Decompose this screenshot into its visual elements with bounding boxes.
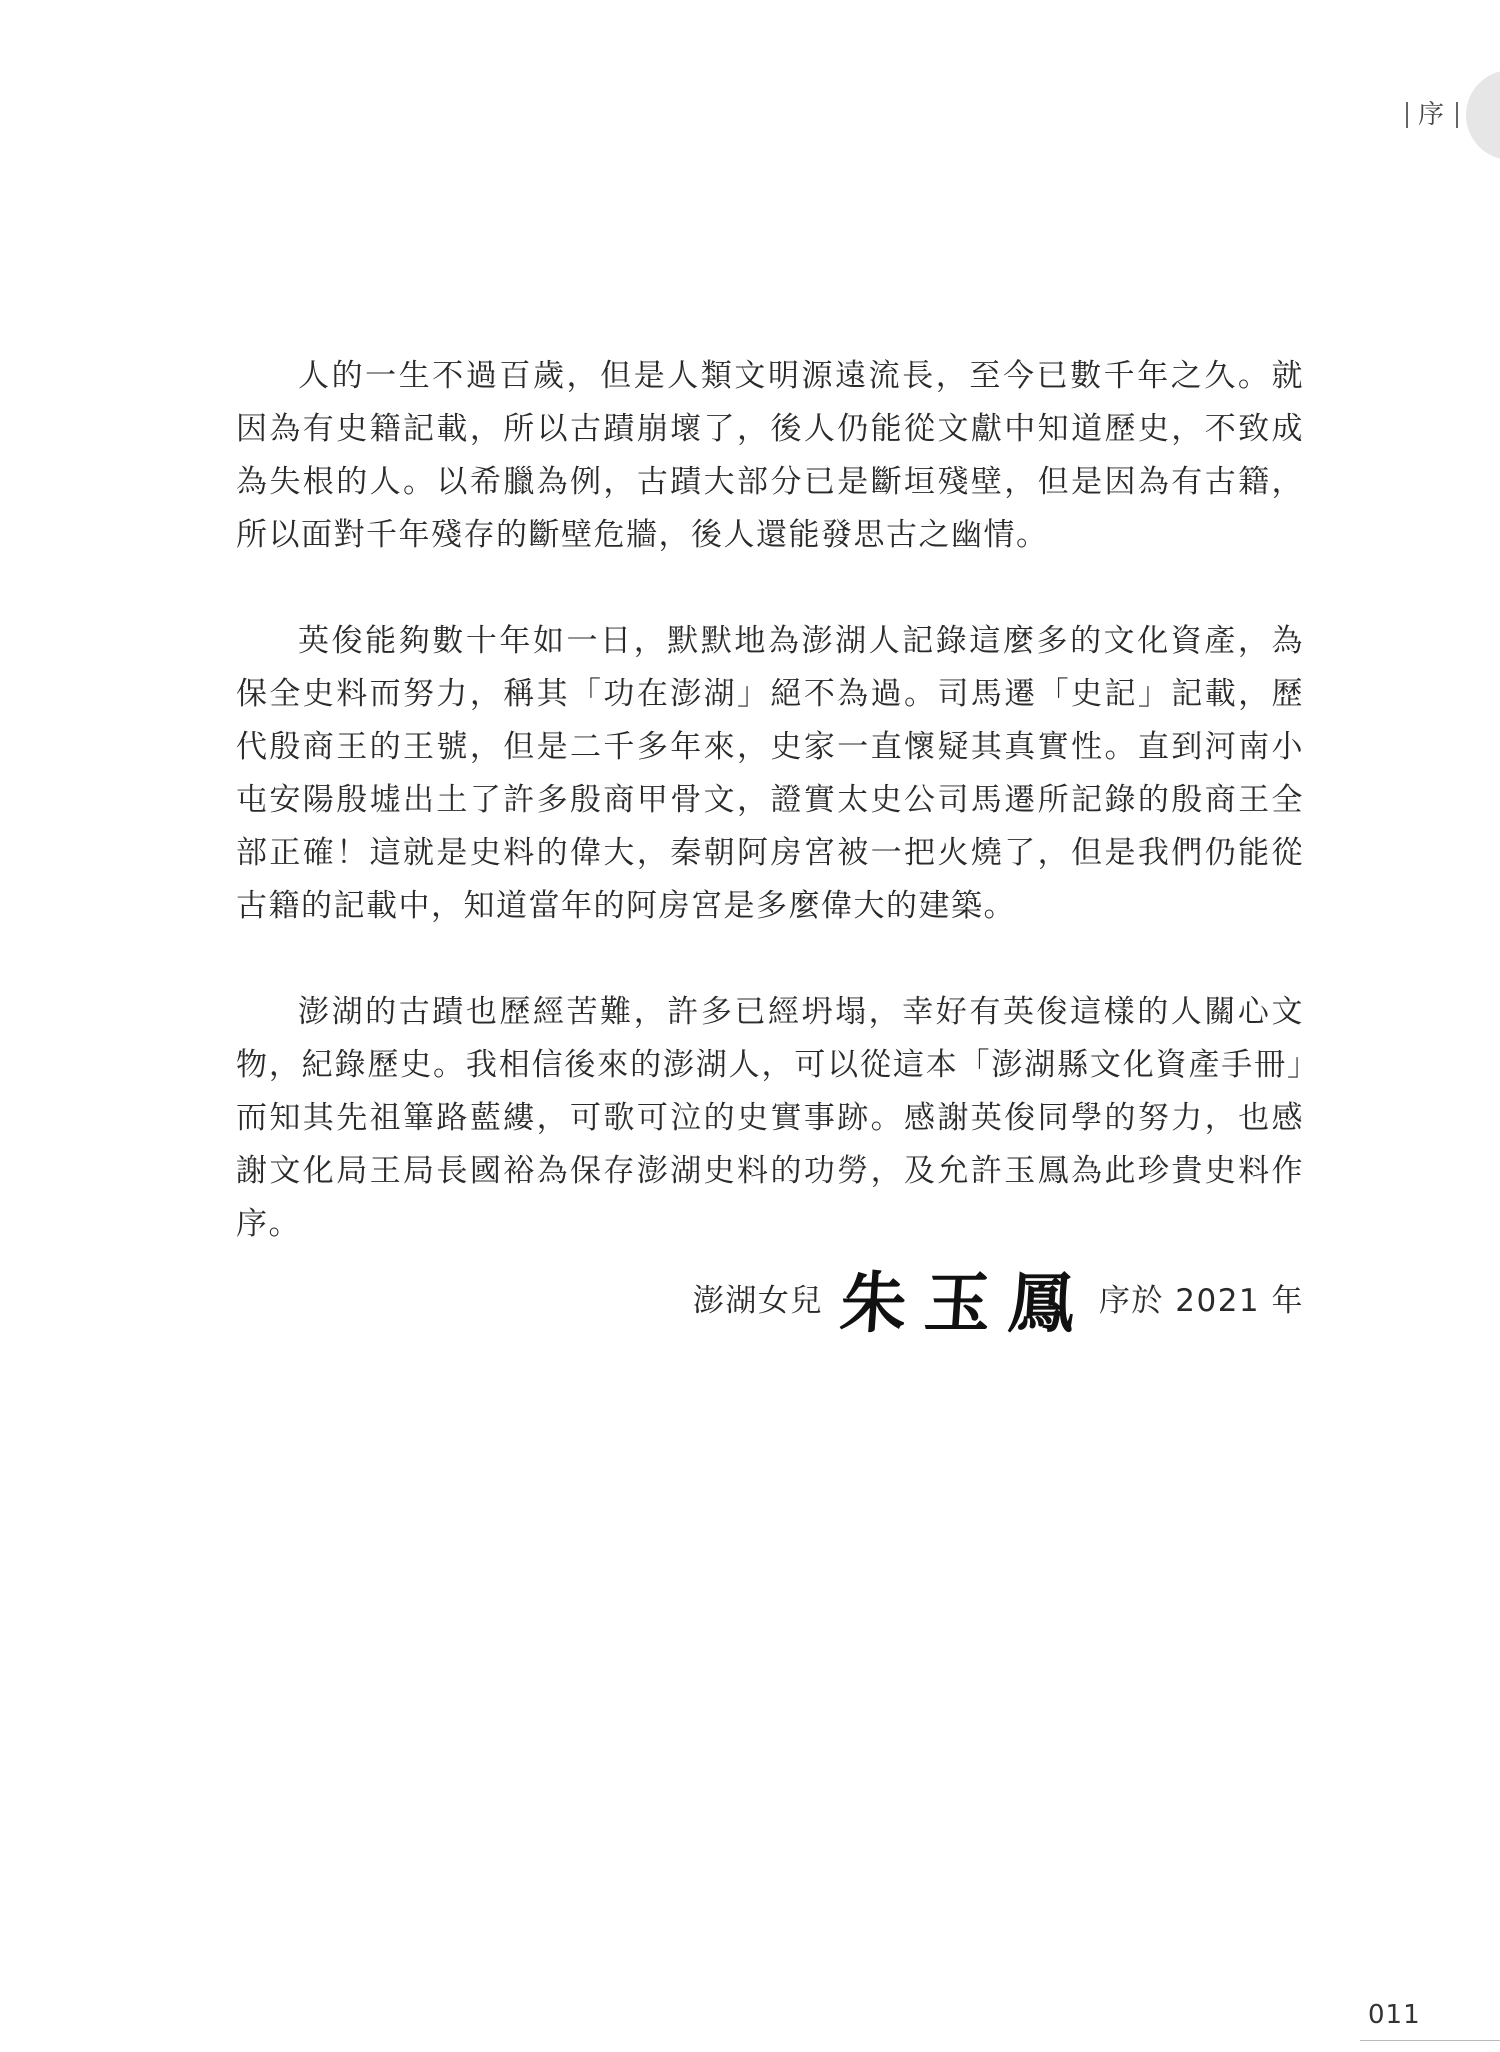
page-number: 011 bbox=[1368, 2000, 1421, 2030]
divider bbox=[1406, 102, 1408, 128]
paragraph: 澎湖的古蹟也歷經苦難，許多已經坍塌，幸好有英俊這樣的人關心文物，紀錄歷史。我相信後來的澎湖人，可以從這本「澎湖縣文化資產手冊」而知其先祖篳路藍縷，可歌可泣的史實事跡。感謝英俊同學的努力，也感謝文化局王局長國裕為保存澎湖史料的功勞，及允許玉鳳為此珍貴史料作序。 bbox=[236, 994, 1304, 1242]
paragraph: 英俊能夠數十年如一日，默默地為澎湖人記錄這麼多的文化資產，為保全史料而努力，稱其「功在澎湖」絕不為過。司馬遷「史記」記載，歷代殷商王的王號，但是二千多年來，史家一直懷疑其真實性。直到河南小屯安陽殷墟出土了許多殷商甲骨文，證實太史公司馬遷所記錄的殷商王全部正確！這就是史料的偉大，秦朝阿房宮被一把火燒了，但是我們仍能從古籍的記載中，知道當年的阿房宮是多麼偉大的建築。 bbox=[236, 623, 1304, 924]
signature-prefix: 澎湖女兒 bbox=[692, 1283, 823, 1319]
handwritten-signature: 朱玉鳳 bbox=[837, 1264, 1096, 1342]
paragraph: 人的一生不過百歲，但是人類文明源遠流長，至今已數千年之久。就因為有史籍記載，所以古蹟崩壞了，後人仍能從文獻中知道歷史，不致成為失根的人。以希臘為例，古蹟大部分已是斷垣殘壁，但是因為有古籍，所以面對千年殘存的斷壁危牆，後人還能發思古之幽情。 bbox=[236, 358, 1304, 553]
preface-body bbox=[236, 350, 1304, 1304]
footer-rule bbox=[1360, 2040, 1500, 2041]
section-header bbox=[1396, 98, 1468, 132]
section-tab-marker bbox=[1466, 70, 1500, 160]
section-label: 序 bbox=[1418, 100, 1447, 130]
divider bbox=[1456, 102, 1458, 128]
signature-line bbox=[693, 1250, 1304, 1345]
signature-date: 序於 2021 年 bbox=[1098, 1283, 1304, 1319]
